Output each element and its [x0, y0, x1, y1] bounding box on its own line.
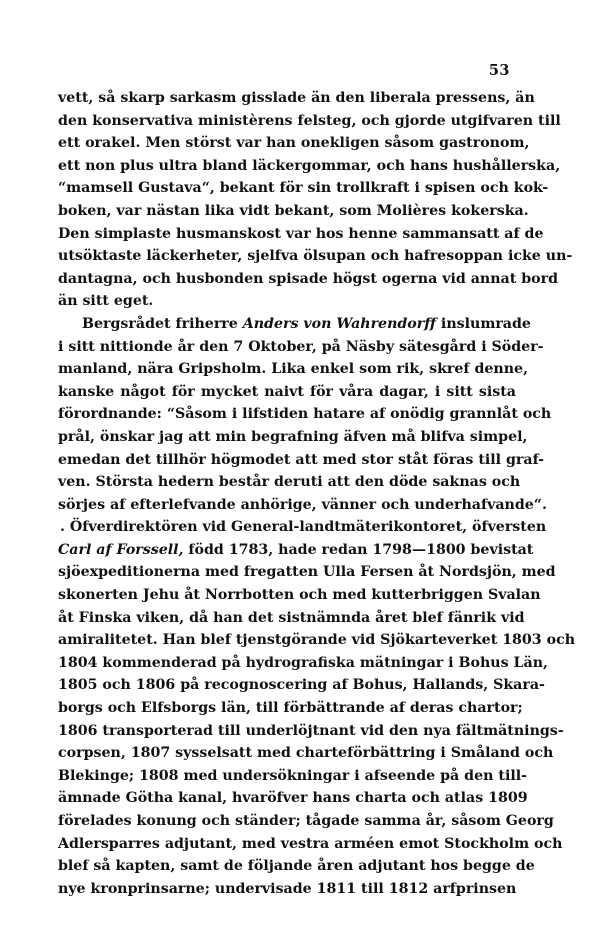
text-line: ven. Största hedern består deruti att den döde saknas och: [58, 474, 521, 491]
text-line: än sitt eget.: [58, 293, 154, 310]
text-line: 1805 och 1806 på recognoscering af Bohus, Hallands, Skara-: [58, 677, 545, 694]
text-line: emedan det tillhör högmodet att med stor ståt föras till graf-: [58, 451, 545, 468]
text-line: ämnade Götha kanal, hvaröfver hans charta och atlas 1809: [58, 790, 528, 807]
text-line: ett orakel. Men störst var han onekligen såsom gastronom,: [58, 135, 530, 152]
text-line: utsöktaste läckerheter, sjelfva ölsupan och hafresoppan icke un-: [58, 248, 573, 265]
text-line: sörjes af efterlefvande anhörige, vänner och underhafvande“.: [58, 496, 547, 513]
body-text: [58, 87, 576, 900]
text-line: “mamsell Gustava“, bekant för sin trollkraft i spisen och kok-: [58, 180, 549, 197]
text-line: [58, 539, 534, 562]
text-line: skonerten Jehu åt Norrbotten och med kutterbriggen Svalan: [58, 587, 541, 604]
text-line: ett non plus ultra bland läckergommar, och hans hushållerska,: [58, 157, 561, 174]
text-line: nye kronprinsarne; undervisade 1811 till 1812 arfprinsen: [58, 880, 517, 897]
text-line: manland, nära Gripsholm. Lika enkel som rik, skref denne,: [58, 361, 529, 378]
text-line: 1804 kommenderad på hydrografiska mätningar i Bohus Län,: [58, 654, 548, 671]
text-line: sjöexpeditionerna med fregatten Ulla Fersen åt Nordsjön, med: [58, 564, 556, 581]
page-number: 53: [488, 62, 510, 79]
text-segment: Bergsrådet friherre: [82, 315, 243, 332]
text-line: Blekinge; 1808 med undersökningar i afseende på den till-: [58, 767, 527, 784]
text-line: vett, så skarp sarkasm gisslade än den liberala pressens, än: [58, 90, 535, 106]
text-line: [58, 313, 531, 336]
text-line: amiralitetet. Han blef tjenstgörande vid Sjökarteverket 1803 och: [58, 632, 576, 649]
text-line: blef så kapten, samt de följande åren adjutant hos begge de: [58, 858, 535, 875]
text-line: förordnande: “Såsom i lifstiden hatare af onödig grannlåt och: [58, 406, 552, 423]
text-line: Den simplaste husmanskost var hos henne sammansatt af de: [58, 225, 544, 242]
text-line: borgs och Elfsborgs län, till förbättrande af deras chartor;: [58, 700, 523, 717]
text-segment: född 1783, hade redan 1798—1800 bevistat: [183, 541, 534, 558]
text-line: den konservativa ministèrens felsteg, och gjorde utgifvaren till: [58, 112, 561, 129]
text-line: prål, önskar jag att min begrafning äfven må blifva simpel,: [58, 428, 528, 445]
text-line: kanske något för mycket naivt för våra dagar, i sitt sista: [58, 383, 516, 400]
text-line: åt Finska viken, då han det sistnämnda året blef fänrik vid: [58, 609, 525, 626]
text-line: . Öfverdirektören vid General-landtmäterikontoret, öfversten: [60, 519, 547, 536]
italic-name: Carl af Forssell,: [58, 541, 184, 558]
text-line: förelades konung och ständer; tågade samma år, såsom Georg: [58, 813, 554, 829]
text-line: boken, var nästan lika vidt bekant, som Molières kokerska.: [58, 202, 529, 219]
text-line: Adlersparres adjutant, med vestra arméen emot Stockholm och: [58, 835, 563, 852]
text-line: dantagna, och husbonden spisade högst ogerna vid annat bord: [58, 270, 559, 287]
text-segment: inslumrade: [435, 315, 531, 332]
italic-name: Anders von Wahrendorff: [242, 315, 436, 332]
text-line: corpsen, 1807 sysselsatt med charteförbättring i Småland och: [58, 745, 554, 762]
text-line: i sitt nittionde år den 7 Oktober, på Näsby sätesgård i Söder-: [58, 338, 544, 355]
text-line: 1806 transporterad till underlöjtnant vid den nya fältmätnings-: [58, 722, 564, 739]
